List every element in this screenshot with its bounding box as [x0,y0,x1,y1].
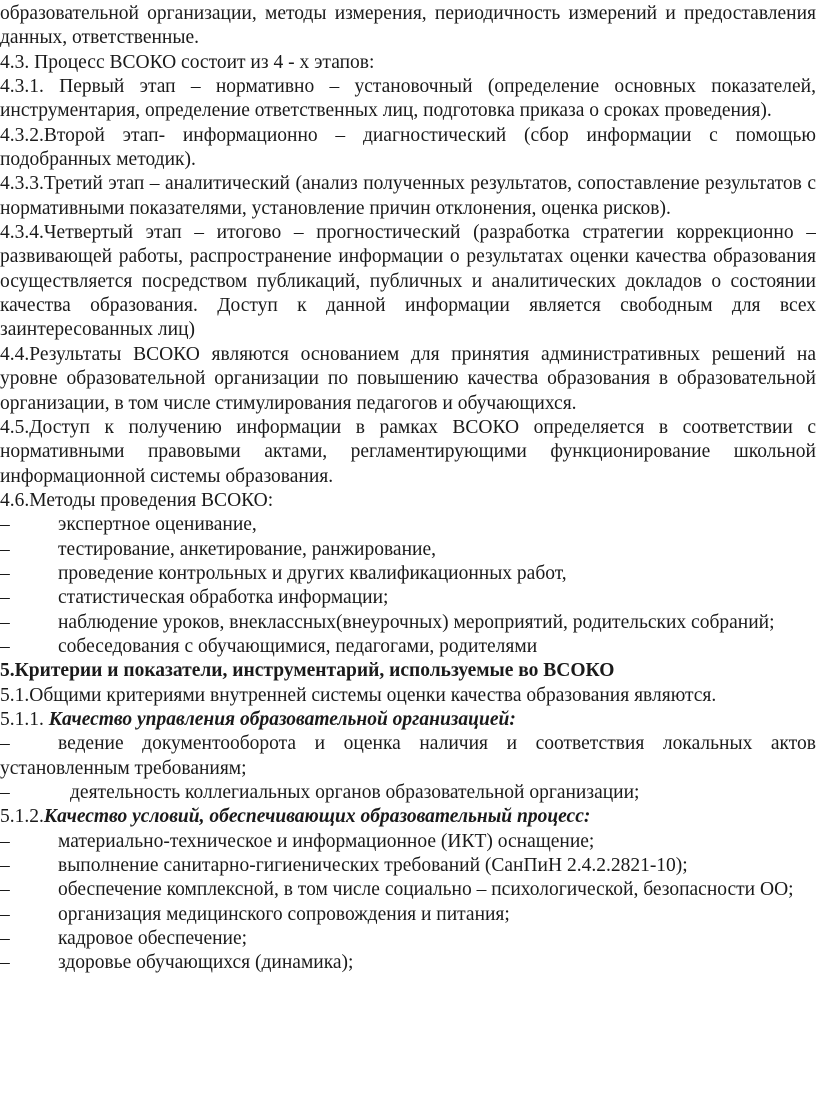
paragraph-5-1: 5.1.Общими критериями внутренней системы оценки качества образования являются. [0,684,717,706]
paragraph-4-3-2: 4.3.2.Второй этап- информационно – диагностический (сбор информации с помощью подобранных методик). [0,124,816,171]
list-item-text: ведение документооборота и оценка наличия и соответствия локальных актов установленным требованиям; [0,733,816,779]
dash-bullet: – [0,830,10,852]
paragraph-intro-continuation: образовательной организации, методы измерения, периодичность измерений и предоставления данных, ответственные. [0,3,816,49]
paragraph-4-3: 4.3. Процесс ВСОКО состоит из 4 - х этапов: [0,51,375,73]
list-item-text: материально-техническое и информационное (ИКТ) оснащение; [58,830,595,852]
list-item [0,951,816,975]
criterion-number: 5.1.1. [0,708,49,730]
list-item [0,854,816,878]
dash-bullet: – [0,733,10,755]
criterion-5-1-2 [0,805,816,829]
paragraph-4-5: 4.5.Доступ к получению информации в рамках ВСОКО определяется в соответствии с нормативными правовыми актами, регламентирующими функционирование школьной информационной системы образования. [0,416,816,487]
dash-bullet: – [0,952,10,974]
paragraph-4-3-1: 4.3.1. Первый этап – нормативно – установочный (определение основных показателей, инструментария, определение ответственных лиц, подготовка приказа о сроках проведения). [0,76,816,122]
list-item-text: экспертное оценивание, [58,514,257,536]
dash-bullet: – [0,879,10,901]
list-item-text: здоровье обучающихся (динамика); [58,952,354,974]
criterion-title: Качество управления образовательной организацией: [48,708,516,730]
paragraph-4-4: 4.4.Результаты ВСОКО являются основанием для принятия административных решений на уровне образовательной организации по повышению качества образования в образовательной организации, в том числе стимулирования педагогов и обучающихся. [0,343,816,414]
list-item [0,611,816,635]
list-item [0,830,816,854]
list-item [0,538,816,562]
dash-bullet: – [0,562,10,584]
dash-bullet: – [0,587,10,609]
list-item-text: тестирование, анкетирование, ранжирование, [58,538,436,560]
dash-bullet: – [0,855,10,877]
list-item-text: деятельность коллегиальных органов образовательной организации; [70,782,640,803]
methods-list [0,513,816,659]
list-item [0,878,816,902]
dash-bullet: – [0,635,10,657]
list-item [0,903,816,927]
list-item [0,586,816,610]
dash-bullet: – [0,538,10,560]
list-item-text: собеседования с обучающимися, педагогами, родителями [58,635,538,657]
list-item-text: обеспечение комплексной, в том числе социально – психологической, безопасности ОО; [58,879,794,901]
list-item-text: наблюдение уроков, внеклассных(внеурочных) мероприятий, родительских собраний; [58,611,775,633]
list-item [0,513,816,537]
section-5-heading: 5.Критерии и показатели, инструментарий, используемые во ВСОКО [0,660,615,682]
criterion-number: 5.1.2. [0,806,44,828]
paragraph-4-3-3: 4.3.3.Третий этап – аналитический (анализ полученных результатов, сопоставление результатов с нормативными показателями, установление причин отклонения, оценка рисков). [0,173,816,219]
list-item-text: организация медицинского сопровождения и питания; [58,903,510,925]
list-item [0,927,816,951]
dash-bullet: – [0,514,10,536]
list-item-text: кадровое обеспечение; [58,928,248,950]
criterion-5-1-1 [0,708,816,732]
list-item-text: проведение контрольных и других квалификационных работ, [58,562,567,584]
list-item-text: статистическая обработка информации; [58,587,389,609]
list-item [0,781,816,805]
paragraph-4-3-4: 4.3.4.Четвертый этап – итогово – прогностический (разработка стратегии коррекционно – развивающей работы, распространение информации о результатах оценки качества образования осуществляется посредством публикаций, публичных и аналитических докладов о состоянии качества образования. Доступ к данной информации является свободным для всех заинтересованных лиц) [0,222,816,341]
criterion-title: Качество условий, обеспечивающих образовательный процесс: [43,806,591,828]
list-item [0,562,816,586]
dash-bullet: – [0,928,10,950]
list-item [0,635,816,659]
dash-bullet: – [0,611,10,633]
list-item [0,732,816,781]
paragraph-4-6: 4.6.Методы проведения ВСОКО: [0,489,274,511]
dash-bullet: – [0,782,10,803]
list-item-text: выполнение санитарно-гигиенических требований (СанПиН 2.4.2.2821-10); [58,855,688,877]
dash-bullet: – [0,903,10,925]
